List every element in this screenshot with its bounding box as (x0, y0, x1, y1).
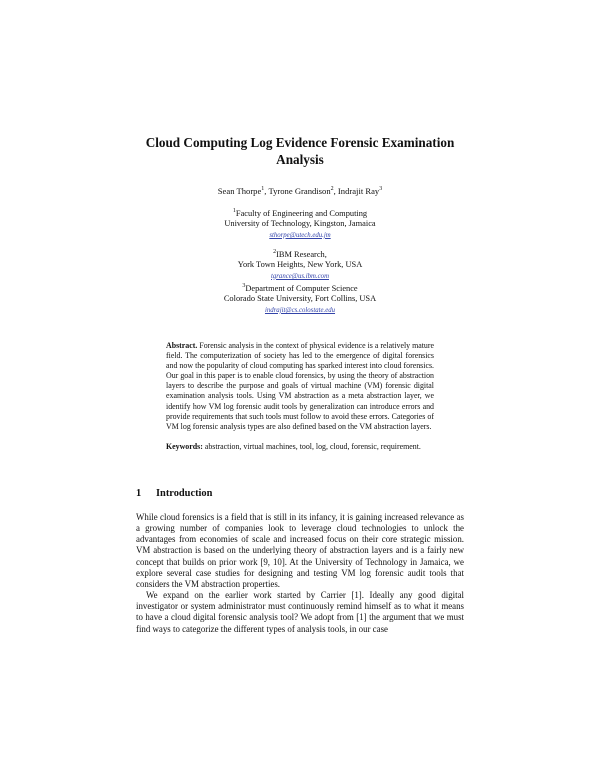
affiliation-address: University of Technology, Kingston, Jamaica (224, 219, 376, 229)
affiliation-name: IBM Research, (276, 250, 327, 259)
author-separator: , (333, 186, 338, 196)
title-line-1: Cloud Computing Log Evidence Forensic Examination (145, 135, 455, 150)
affiliation-line (120, 209, 480, 219)
author-separator: , (264, 186, 269, 196)
abstract-label: Abstract. (166, 341, 198, 350)
author-name: Sean Thorpe (217, 186, 262, 196)
affiliation-address: York Town Heights, New York, USA (237, 260, 363, 270)
section-number: 1 (136, 488, 142, 499)
keywords-text: abstraction, virtual machines, tool, log, cloud, forensic, requirement. (204, 442, 421, 451)
author-name: Indrajit Ray (337, 186, 380, 196)
section-title: Introduction (156, 488, 213, 499)
body-paragraph: We expand on the earlier work started by Carrier [1]. Ideally any good digital investigator or system administrator must continuously remind himself as to what it means to have a cloud digital forensic analysis tool? We adopt from [1] the argument that we must find ways to categorize the different types of analysis tools, in our case (136, 590, 464, 634)
section-heading (136, 488, 212, 499)
author-name: Tyrone Grandison (268, 186, 331, 196)
email-link[interactable]: indrajit@cs.colostate.edu (264, 306, 336, 314)
affiliation-name: Department of Computer Science (245, 284, 358, 293)
affiliation-line (120, 284, 480, 294)
affiliation-block (120, 250, 480, 282)
paper-title (120, 134, 480, 168)
title-line-2: Analysis (276, 152, 324, 167)
abstract-text: Forensic analysis in the context of physical evidence is a relatively mature field. The computerization of society has led to the emergence of digital forensics and now the popularity of cloud computing has sparked interest into cloud forensics. Our goal in this paper is to enable cloud forensics, by using the theory of abstraction layers to describe the purpose and goals of virtual machine (VM) forensic digital examination analysis tools. Using VM abstraction as a meta abstraction layer, we identify how VM log forensic audit tools by generalization can introduce errors and provide requirements that such tools must follow to avoid these errors. Categories of VM log forensic analysis types are also defined based on the VM abstraction layers. (166, 341, 434, 431)
affiliation-line (120, 250, 480, 260)
author-affiliation-mark: 2 (330, 186, 334, 193)
abstract (166, 341, 434, 432)
body-paragraph: While cloud forensics is a field that is still in its infancy, it is gaining increased relevance as a growing number of companies look to leverage cloud technologies to unlock the advantages from economies of scale and increased focus on their core strategic mission. VM abstraction is based on the underlying theory of abstraction layers and is a fairly new concept that builds on prior work [9, 10]. At the University of Technology in Jamaica, we explore several case studies for designing and testing VM log forensic audit tools that considers the VM abstraction properties. (136, 512, 464, 589)
author-affiliation-mark: 1 (261, 186, 265, 193)
email-link[interactable]: sthorpe@utech.edu.jm (269, 231, 331, 239)
author-list (120, 186, 480, 197)
affiliation-mark: 3 (242, 283, 246, 290)
affiliation-block (120, 209, 480, 241)
affiliation-address: Colorado State University, Fort Collins, USA (223, 294, 377, 304)
affiliation-block (120, 284, 480, 316)
author-affiliation-mark: 3 (379, 186, 383, 193)
affiliation-mark: 1 (232, 208, 236, 215)
email-link[interactable]: tgrance@us.ibm.com (271, 272, 329, 280)
keywords-label: Keywords: (166, 442, 203, 451)
keywords (166, 442, 434, 452)
affiliation-mark: 2 (273, 249, 277, 256)
affiliation-name: Faculty of Engineering and Computing (235, 209, 368, 218)
section-body (136, 512, 464, 635)
